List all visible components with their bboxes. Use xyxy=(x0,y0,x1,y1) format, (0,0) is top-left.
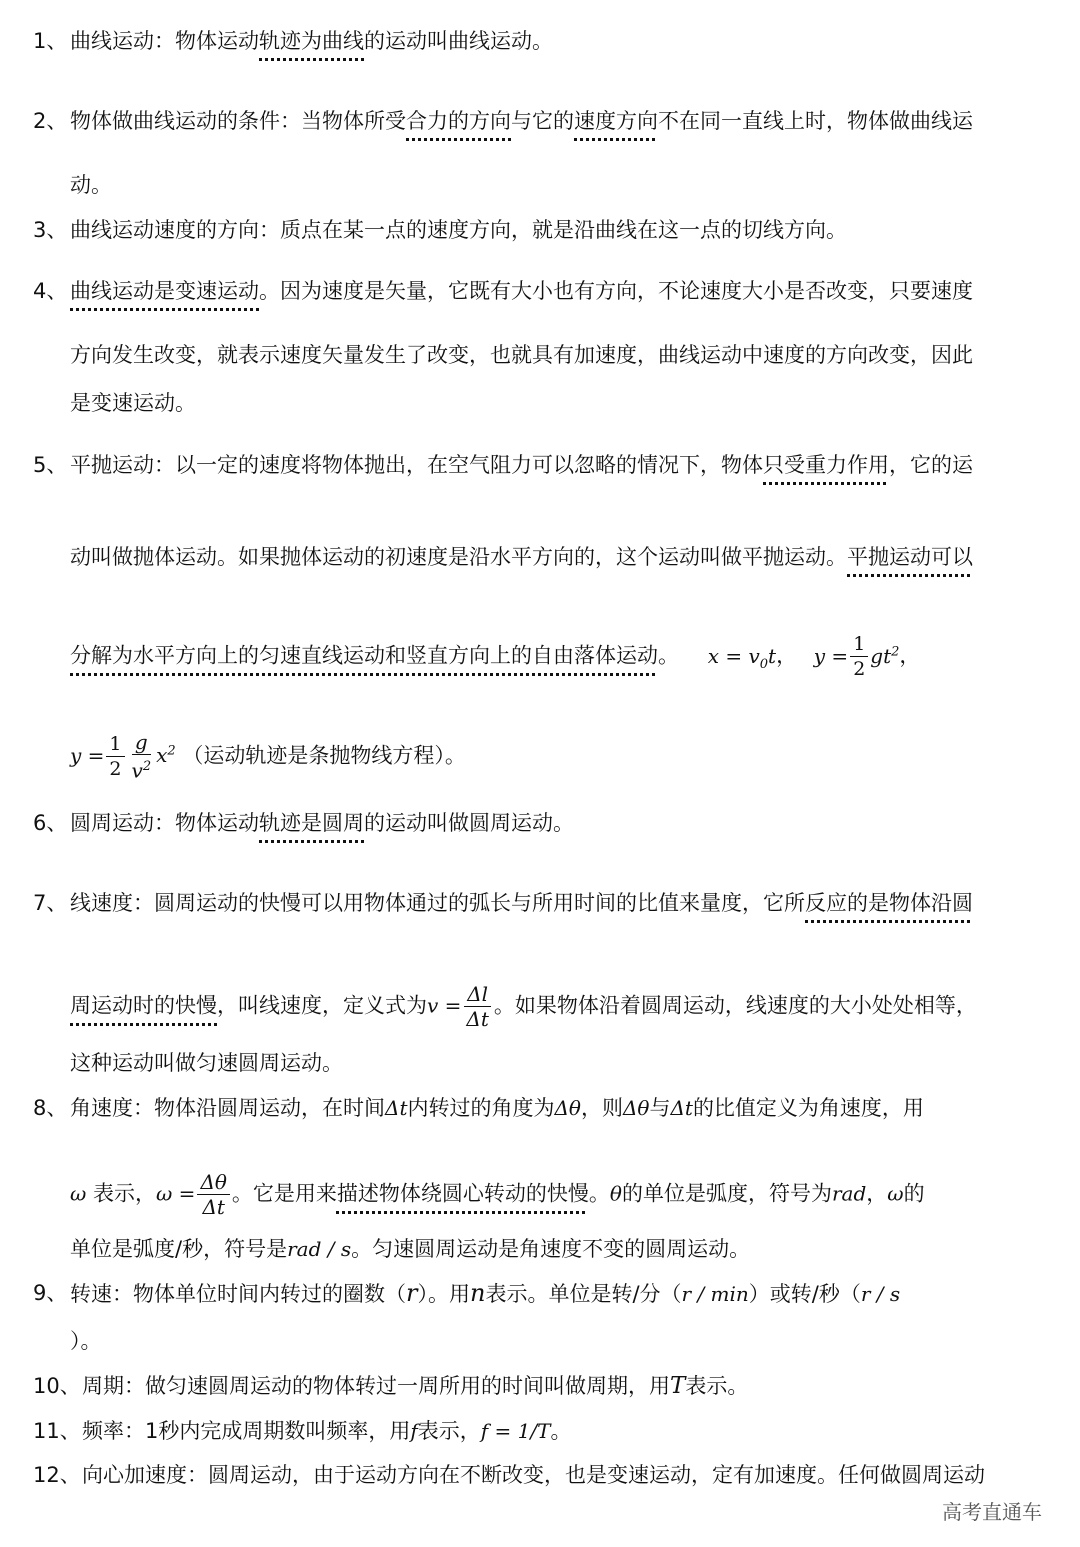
watermark: 高考直通车 xyxy=(942,1500,1042,1524)
item-number: 1、 xyxy=(33,29,68,53)
formula-omega: ω = xyxy=(156,1181,196,1206)
item-text: 周运动时的快慢，叫线速度，定义式为v = $\frac{\Delta l}{\Delta t}$ 。如果物体沿着圆周运动，线速度的大小处处相等， xyxy=(70,982,977,1031)
formula-v: v = xyxy=(427,993,462,1018)
item-number: 6、 xyxy=(33,811,68,835)
item-number: 8、 xyxy=(33,1096,68,1120)
item-number: 12、 xyxy=(33,1463,81,1487)
item-text: ω 表示，ω = $\frac{\Delta\theta}{\Delta t}$ 。它是用来描述物体绕圆心转动的快慢。θ的单位是弧度，符号为rad，ω的 xyxy=(70,1170,925,1219)
item-text: 向心加速度：圆周运动，由于运动方向在不断改变，也是变速运动，定有加速度。任何做圆周运动 xyxy=(82,1463,985,1487)
item-text: 曲线运动是变速运动。因为速度是矢量，它既有大小也有方向，不论速度大小是否改变，只要速度 xyxy=(70,279,973,303)
fraction: $\frac{1}{2}$ xyxy=(106,732,124,781)
fraction: $\frac{1}{2}$ xyxy=(850,632,868,681)
fraction: $\frac{g}{v^2}$ xyxy=(131,730,152,783)
item-text: 物体做曲线运动的条件：当物体所受合力的方向与它的速度方向不在同一直线上时，物体做曲线运 xyxy=(70,109,973,133)
fraction: $\frac{\Delta l}{\Delta t}$ xyxy=(463,982,491,1031)
fraction: $\frac{\Delta\theta}{\Delta t}$ xyxy=(197,1170,229,1219)
item-text: 平抛运动：以一定的速度将物体抛出，在空气阻力可以忽略的情况下，物体只受重力作用，它的运 xyxy=(70,453,973,477)
item-number: 4、 xyxy=(33,279,68,303)
item-text: 这种运动叫做匀速圆周运动。 xyxy=(70,1051,343,1075)
item-text: 频率：1秒内完成周期数叫频率，用f表示，f = 1/T。 xyxy=(82,1419,572,1443)
item-number: 10、 xyxy=(33,1374,81,1398)
item-text: 是变速运动。 xyxy=(70,391,196,415)
item-text: 周期：做匀速圆周运动的物体转过一周所用的时间叫做周期，用T表示。 xyxy=(82,1373,749,1399)
item-text: 分解为水平方向上的匀速直线运动和竖直方向上的自由落体运动。 $x = v_0t$， y = $\frac{1}{2}$ $gt^2$， xyxy=(70,633,921,680)
item-text: 动叫做抛体运动。如果抛体运动的初速度是沿水平方向的，这个运动叫做平抛运动。平抛运动可以 xyxy=(70,545,973,569)
item-text: 圆周运动：物体运动轨迹是圆周的运动叫做圆周运动。 xyxy=(70,811,574,835)
item-number: 7、 xyxy=(33,891,68,915)
item-number: 5、 xyxy=(33,453,68,477)
item-text: 单位是弧度/秒，符号是rad / s。匀速圆周运动是角速度不变的圆周运动。 xyxy=(70,1237,751,1261)
formula-x: $x = v_0t$ xyxy=(707,643,777,672)
item-number: 11、 xyxy=(33,1419,81,1443)
item-text: 曲线运动速度的方向：质点在某一点的速度方向，就是沿曲线在这一点的切线方向。 xyxy=(70,218,847,242)
item-text: 方向发生改变，就表示速度矢量发生了改变，也就具有加速度，曲线运动中速度的方向改变，因此 xyxy=(70,343,973,367)
item-text: 曲线运动：物体运动轨迹为曲线的运动叫曲线运动。 xyxy=(70,29,553,53)
formula-y-trajectory: y = xyxy=(70,743,105,768)
formula-y-time: y = xyxy=(813,643,849,668)
item-text: 转速：物体单位时间内转过的圈数（r）。用n表示。单位是转/分（r / min）或转/秒（r / s xyxy=(70,1279,901,1307)
item-text: 线速度：圆周运动的快慢可以用物体通过的弧长与所用时间的比值来量度，它所反应的是物体沿圆 xyxy=(70,891,973,915)
item-number: 3、 xyxy=(33,218,68,242)
item-text: 角速度：物体沿圆周运动，在时间Δt内转过的角度为Δθ，则Δθ与Δt的比值定义为角速度，用 xyxy=(70,1096,924,1120)
item-text: 动。 xyxy=(70,173,112,197)
item-text: ）。 xyxy=(70,1329,102,1353)
item-number: 9、 xyxy=(33,1281,68,1305)
item-number: 2、 xyxy=(33,109,68,133)
item-text: y = $\frac{1}{2}$ $\frac{g}{v^2}$ $x^2$ （运动轨迹是条抛物线方程）。 xyxy=(70,730,466,783)
